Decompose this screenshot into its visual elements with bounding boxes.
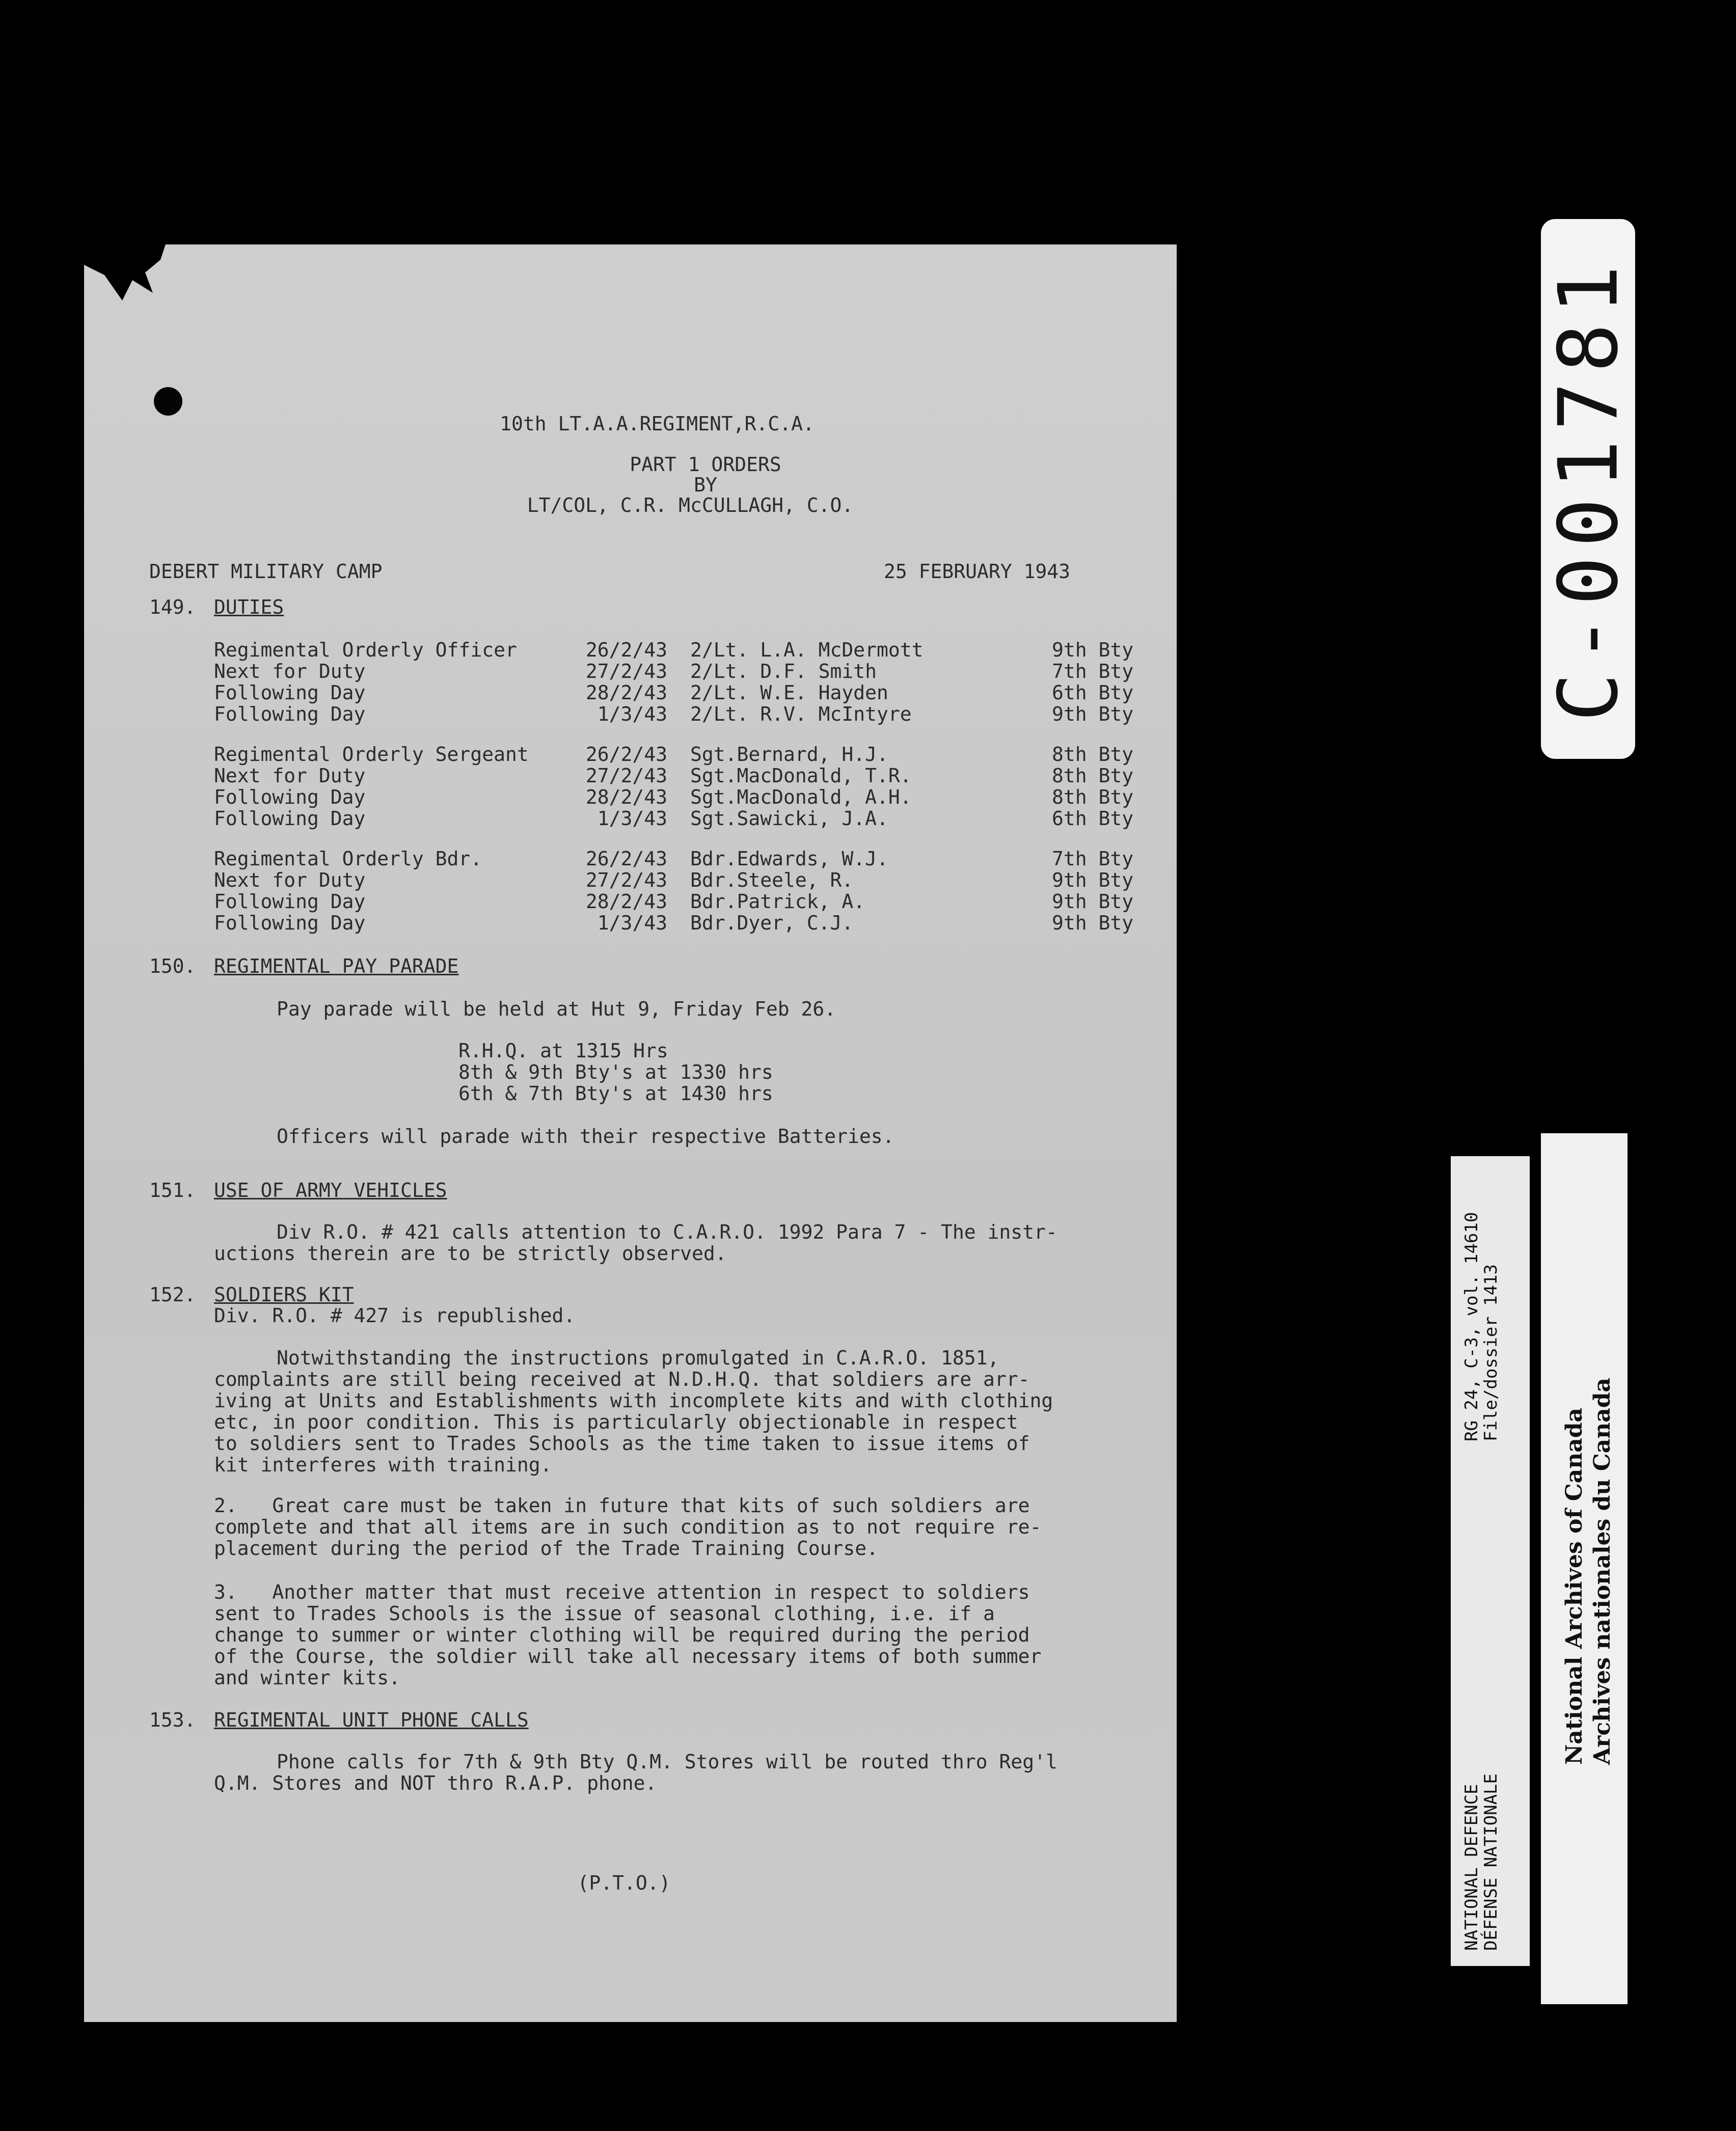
duty-role: Following Day [214, 890, 366, 913]
kit-para2-line: complete and that all items are in such condition as to not require re- [214, 1516, 1042, 1538]
duty-name: Bdr.Edwards, W.J. [690, 848, 888, 870]
nd-line: NATIONAL DEFENCE [1461, 1784, 1482, 1951]
duty-row [214, 912, 1156, 934]
section-number-153: 153. [149, 1709, 196, 1731]
duty-row [214, 808, 1156, 829]
duty-date: 26/2/43 [585, 639, 667, 661]
duty-row [214, 703, 1156, 725]
duty-battery: 6th Bty [1052, 681, 1134, 704]
duty-name: Bdr.Steele, R. [690, 869, 854, 891]
duty-battery: 7th Bty [1052, 660, 1134, 682]
duty-date: 1/3/43 [597, 912, 667, 934]
phone-text-line: Phone calls for 7th & 9th Bty Q.M. Stores will be routed thro Reg'l [277, 1751, 1057, 1773]
duty-name: 2/Lt. W.E. Hayden [690, 681, 888, 704]
page-footer-pto: (P.T.O.) [577, 1872, 671, 1894]
duty-role: Next for Duty [214, 869, 366, 891]
duty-date: 27/2/43 [585, 764, 667, 787]
reference-line: File/dossier 1413 [1481, 1264, 1501, 1441]
kit-para1-line: etc, in poor condition. This is particularly objectionable in respect [214, 1411, 1018, 1433]
duty-role: Regimental Orderly Officer [214, 639, 517, 661]
duty-battery: 8th Bty [1052, 743, 1134, 766]
duty-battery: 8th Bty [1052, 786, 1134, 808]
section-title-vehicles: USE OF ARMY VEHICLES [214, 1179, 447, 1201]
duty-row [214, 682, 1156, 703]
kit-para3-line: 3. Another matter that must receive attention in respect to soldiers [214, 1581, 1030, 1603]
duty-date: 1/3/43 [597, 807, 667, 830]
reference-line: RG 24, C-3, vol. 14610 [1461, 1212, 1482, 1441]
kit-para3-line: of the Course, the soldier will take all necessary items of both summer [214, 1645, 1042, 1668]
duty-name: Sgt.Sawicki, J.A. [690, 807, 888, 830]
kit-para1-line: complaints are still being received at N.D.H.Q. that soldiers are arr- [214, 1368, 1030, 1390]
section-number-152: 152. [149, 1283, 196, 1306]
kit-para3-line: and winter kits. [214, 1666, 401, 1689]
duty-battery: 8th Bty [1052, 764, 1134, 787]
na-line: National Archives of Canada [1561, 1407, 1587, 1765]
duty-role: Following Day [214, 912, 366, 934]
national-archives-label [1541, 1133, 1628, 2004]
pay-parade-intro: Pay parade will be held at Hut 9, Friday Feb 26. [277, 998, 836, 1020]
duty-role: Regimental Orderly Sergeant [214, 743, 529, 766]
duty-row [214, 786, 1156, 808]
duty-date: 1/3/43 [597, 703, 667, 725]
duty-name: 2/Lt. R.V. McIntyre [690, 703, 912, 725]
frame-number: C-001781 [1540, 256, 1636, 722]
duty-row [214, 765, 1156, 786]
duty-role: Next for Duty [214, 660, 366, 682]
national-defence-label [1451, 1156, 1530, 1966]
duty-date: 26/2/43 [585, 848, 667, 870]
punch-hole [154, 387, 182, 416]
section-number-150: 150. [149, 955, 196, 977]
duty-name: Sgt.MacDonald, A.H. [690, 786, 912, 808]
duty-date: 27/2/43 [585, 660, 667, 682]
section-title-duties: DUTIES [214, 596, 284, 618]
pay-time-line: 8th & 9th Bty's at 1330 hrs [458, 1061, 773, 1083]
pay-parade-closing: Officers will parade with their respective Batteries. [277, 1125, 894, 1148]
commander-heading: LT/COL, C.R. McCULLAGH, C.O. [527, 494, 854, 516]
order-document [84, 244, 1177, 2022]
duty-name: 2/Lt. D.F. Smith [690, 660, 877, 682]
by-heading: BY [694, 474, 717, 496]
duty-role: Regimental Orderly Bdr. [214, 848, 482, 870]
duty-row [214, 744, 1156, 765]
duty-row [214, 639, 1156, 661]
duty-battery: 9th Bty [1052, 912, 1134, 934]
kit-para2-line: 2. Great care must be taken in future that kits of such soldiers are [214, 1494, 1030, 1517]
order-date: 25 FEBRUARY 1943 [884, 560, 1071, 583]
kit-para3-line: sent to Trades Schools is the issue of seasonal clothing, i.e. if a [214, 1602, 995, 1625]
kit-para2-line: placement during the period of the Trade Training Course. [214, 1537, 879, 1560]
duty-date: 28/2/43 [585, 681, 667, 704]
section-title-phone-calls: REGIMENTAL UNIT PHONE CALLS [214, 1709, 529, 1731]
duty-date: 28/2/43 [585, 890, 667, 913]
kit-para3-line: change to summer or winter clothing will be required during the period [214, 1624, 1030, 1646]
kit-para1-line: iving at Units and Establishments with incomplete kits and with clothing [214, 1389, 1053, 1412]
duty-name: Bdr.Patrick, A. [690, 890, 865, 913]
duty-role: Following Day [214, 703, 366, 725]
duty-battery: 9th Bty [1052, 639, 1134, 661]
phone-text-line: Q.M. Stores and NOT thro R.A.P. phone. [214, 1772, 657, 1794]
section-title-pay-parade: REGIMENTAL PAY PARADE [214, 955, 459, 977]
section-number-149: 149. [149, 596, 196, 618]
duty-battery: 6th Bty [1052, 807, 1134, 830]
duty-date: 27/2/43 [585, 869, 667, 891]
unit-heading: 10th LT.A.A.REGIMENT,R.C.A. [500, 413, 815, 435]
kit-subtitle: Div. R.O. # 427 is republished. [214, 1304, 576, 1327]
section-number-151: 151. [149, 1179, 196, 1201]
torn-corner [84, 244, 166, 306]
vehicles-text-line: Div R.O. # 421 calls attention to C.A.R.O. 1992 Para 7 - The instr- [277, 1221, 1057, 1243]
duty-battery: 9th Bty [1052, 869, 1134, 891]
duty-role: Next for Duty [214, 764, 366, 787]
kit-para1-line: Notwithstanding the instructions promulgated in C.A.R.O. 1851, [277, 1347, 999, 1369]
duty-role: Following Day [214, 681, 366, 704]
na-line: Archives nationales du Canada [1589, 1377, 1615, 1765]
archive-frame-stamp [1541, 219, 1635, 759]
kit-para1-line: kit interferes with training. [214, 1454, 552, 1476]
kit-para1-line: to soldiers sent to Trades Schools as the time taken to issue items of [214, 1432, 1030, 1455]
duty-name: 2/Lt. L.A. McDermott [690, 639, 924, 661]
duty-role: Following Day [214, 786, 366, 808]
duty-battery: 9th Bty [1052, 890, 1134, 913]
nd-line: DÉFENSE NATIONALE [1481, 1773, 1501, 1951]
duty-date: 26/2/43 [585, 743, 667, 766]
pay-time-line: R.H.Q. at 1315 Hrs [458, 1040, 668, 1062]
duty-name: Sgt.MacDonald, T.R. [690, 764, 912, 787]
duty-row [214, 869, 1156, 891]
duty-row [214, 891, 1156, 912]
duty-date: 28/2/43 [585, 786, 667, 808]
duty-name: Sgt.Bernard, H.J. [690, 743, 888, 766]
section-title-soldiers-kit: SOLDIERS KIT [214, 1283, 354, 1306]
orders-heading: PART 1 ORDERS [630, 453, 781, 476]
duty-row [214, 661, 1156, 682]
pay-time-line: 6th & 7th Bty's at 1430 hrs [458, 1082, 773, 1105]
duty-name: Bdr.Dyer, C.J. [690, 912, 854, 934]
duty-battery: 9th Bty [1052, 703, 1134, 725]
camp-location: DEBERT MILITARY CAMP [149, 560, 383, 583]
duty-row [214, 848, 1156, 869]
vehicles-text-line: uctions therein are to be strictly observed. [214, 1242, 727, 1265]
duty-role: Following Day [214, 807, 366, 830]
duty-battery: 7th Bty [1052, 848, 1134, 870]
